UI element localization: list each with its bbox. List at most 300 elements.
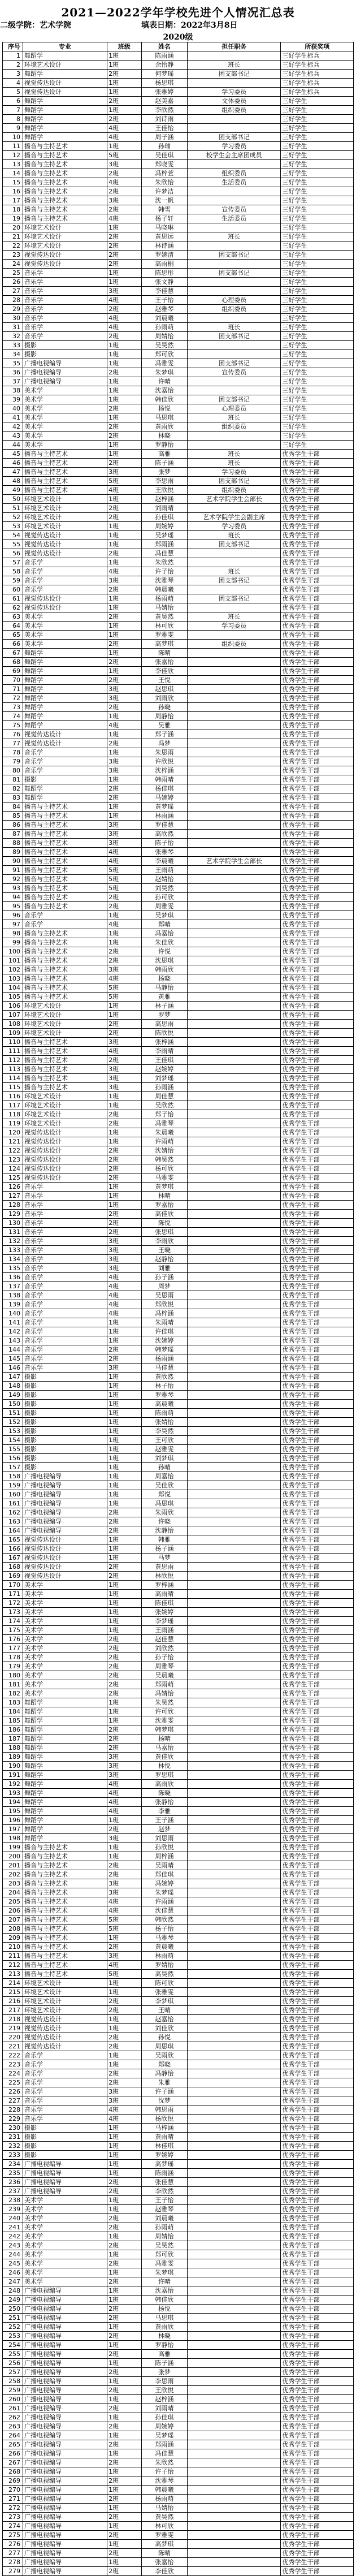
cell-major: 视觉传达设计 (23, 79, 107, 88)
table-row (3, 1526, 354, 1535)
cell-index: 101 (3, 956, 23, 965)
cell-index: 126 (3, 1183, 23, 1192)
table-row (3, 676, 354, 685)
cell-index: 47 (3, 468, 23, 477)
cell-name: 黄雨欣 (141, 422, 187, 432)
cell-class: 2班 (107, 784, 142, 793)
cell-major: 音乐学 (23, 2105, 107, 2115)
table-row (3, 468, 354, 477)
cell-class: 1班 (107, 2142, 142, 2151)
table-row (3, 1382, 354, 1391)
cell-class: 1班 (107, 1391, 142, 1400)
cell-award: 优秀学生干部 (281, 1572, 354, 1581)
cell-name: 孙雨涵 (141, 1083, 187, 1092)
cell-index: 187 (3, 1734, 23, 1744)
cell-post: 学习委员 (187, 622, 281, 631)
cell-post: 组织委员 (187, 305, 281, 314)
cell-post (187, 830, 281, 839)
cell-major: 广播电视编导 (23, 2486, 107, 2495)
cell-name: 周雅雯 (141, 902, 187, 911)
cell-index: 93 (3, 884, 23, 893)
cell-major: 音乐学 (23, 323, 107, 332)
cell-index: 193 (3, 1789, 23, 1798)
cell-award: 优秀学生干部 (281, 929, 354, 938)
cell-post (187, 1436, 281, 1445)
cell-class: 4班 (107, 1291, 142, 1300)
cell-name: 冯梓涵 (141, 1309, 187, 1318)
cell-name: 张梦 (141, 468, 187, 477)
cell-award: 优秀学生干部 (281, 1391, 354, 1400)
table-row (3, 1725, 354, 1734)
cell-index: 159 (3, 1481, 23, 1490)
cell-name: 林佳琪 (141, 2142, 187, 2151)
cell-name: 何梦瑶 (141, 70, 187, 79)
cell-major: 舞蹈学 (23, 124, 107, 133)
cell-post (187, 2133, 281, 2142)
cell-award: 优秀学生干部 (281, 1318, 354, 1327)
cell-post: 心理委员 (187, 404, 281, 413)
cell-award: 优秀学生干部 (281, 1047, 354, 1056)
cell-name: 冯静怡 (141, 2069, 187, 2078)
cell-class: 1班 (107, 1445, 142, 1454)
cell-post (187, 1499, 281, 1508)
cell-index: 243 (3, 2241, 23, 2250)
cell-post (187, 775, 281, 784)
cell-index: 35 (3, 359, 23, 368)
cell-award: 优秀学生干部 (281, 2286, 354, 2295)
table-row (3, 1698, 354, 1707)
cell-major: 环境艺术设计 (23, 1011, 107, 1020)
cell-index: 198 (3, 1834, 23, 1843)
cell-index: 216 (3, 1997, 23, 2006)
cell-award: 优秀学生干部 (281, 1427, 354, 1436)
cell-post (187, 784, 281, 793)
cell-index: 208 (3, 1925, 23, 1934)
cell-name: 孙佳琪 (141, 513, 187, 522)
table-row (3, 1155, 354, 1164)
table-row (3, 1264, 354, 1273)
cell-major: 音乐学 (23, 2069, 107, 2078)
cell-index: 270 (3, 2486, 23, 2495)
cell-award: 三好学生 (281, 205, 354, 214)
cell-major: 环境艺术设计 (23, 1020, 107, 1029)
cell-name: 韩梦琪 (141, 1725, 187, 1734)
table-row (3, 1644, 354, 1653)
table-row (3, 2413, 354, 2422)
table-row (3, 2540, 354, 2549)
cell-index: 112 (3, 1056, 23, 1065)
cell-class: 2班 (107, 2078, 142, 2087)
cell-post (187, 1753, 281, 1762)
table-row (3, 459, 354, 468)
cell-index: 73 (3, 703, 23, 712)
table-row (3, 793, 354, 802)
cell-major: 美术学 (23, 2214, 107, 2223)
table-row (3, 1400, 354, 1409)
cell-award: 优秀学生干部 (281, 1472, 354, 1481)
cell-post (187, 1997, 281, 2006)
cell-name: 王欣悦 (141, 486, 187, 495)
cell-award: 优秀学生干部 (281, 1300, 354, 1309)
cell-index: 266 (3, 2449, 23, 2458)
cell-award: 优秀学生干部 (281, 2042, 354, 2051)
cell-class: 1班 (107, 1979, 142, 1988)
cell-class: 3班 (107, 1952, 142, 1961)
table-row (3, 1445, 354, 1454)
table-row (3, 1988, 354, 1997)
cell-name: 孙晴 (141, 1463, 187, 1472)
cell-name: 刘雅 (141, 1264, 187, 1273)
table-row (3, 875, 354, 884)
cell-post: 生活委员 (187, 214, 281, 223)
cell-award: 优秀学生干部 (281, 993, 354, 1002)
cell-class: 2班 (107, 332, 142, 341)
cell-name: 冯雅雯 (141, 359, 187, 368)
cell-award: 优秀学生干部 (281, 1753, 354, 1762)
cell-major: 视觉传达设计 (23, 730, 107, 739)
cell-major: 音乐学 (23, 1354, 107, 1363)
cell-class: 1班 (107, 1499, 142, 1508)
cell-class: 2班 (107, 2042, 142, 2051)
cell-index: 36 (3, 368, 23, 377)
cell-index: 77 (3, 739, 23, 748)
cell-index: 13 (3, 160, 23, 169)
cell-index: 276 (3, 2540, 23, 2549)
cell-major: 环境艺术设计 (23, 1997, 107, 2006)
cell-index: 251 (3, 2314, 23, 2323)
cell-major: 舞蹈学 (23, 1707, 107, 1716)
cell-name: 朱雨晴 (141, 1318, 187, 1327)
cell-post (187, 1210, 281, 1219)
cell-post (187, 1246, 281, 1255)
table-row (3, 1915, 354, 1925)
cell-post (187, 2395, 281, 2404)
cell-index: 25 (3, 269, 23, 278)
cell-name: 王子怡 (141, 2196, 187, 2205)
cell-award: 三好学生 (281, 278, 354, 287)
cell-post (187, 2214, 281, 2223)
cell-index: 46 (3, 459, 23, 468)
cell-award: 优秀学生干部 (281, 459, 354, 468)
cell-class: 3班 (107, 821, 142, 830)
cell-major: 播音与主持艺术 (23, 875, 107, 884)
cell-class: 1班 (107, 1472, 142, 1481)
cell-award: 优秀学生干部 (281, 902, 354, 911)
cell-post (187, 1020, 281, 1029)
cell-name: 杨欣悦 (141, 2115, 187, 2124)
cell-name: 吴昊然 (141, 2241, 187, 2250)
cell-major: 广播电视编导 (23, 2567, 107, 2576)
table-row (3, 196, 354, 205)
cell-award: 优秀学生干部 (281, 766, 354, 775)
cell-class: 2班 (107, 658, 142, 667)
table-row (3, 1662, 354, 1671)
cell-index: 11 (3, 142, 23, 151)
cell-award: 优秀学生干部 (281, 1436, 354, 1445)
table-row (3, 2467, 354, 2476)
cell-post: 学习委员 (187, 468, 281, 477)
cell-award: 优秀学生干部 (281, 1554, 354, 1563)
cell-name: 郑佳琪 (141, 1870, 187, 1879)
cell-major: 摄影 (23, 1409, 107, 1418)
cell-name: 张雅婷 (141, 88, 187, 97)
cell-major: 广播电视编导 (23, 1472, 107, 1481)
cell-class: 1班 (107, 522, 142, 531)
cell-major: 视觉传达设计 (23, 594, 107, 603)
cell-major: 广播电视编导 (23, 2540, 107, 2549)
cell-name: 王雨萌 (141, 866, 187, 875)
table-row (3, 1291, 354, 1300)
table-row (3, 2196, 354, 2205)
cell-post: 组织委员 (187, 486, 281, 495)
table-row (3, 350, 354, 359)
cell-name: 韩晨曦 (141, 2486, 187, 2495)
cell-major: 音乐学 (23, 1291, 107, 1300)
cell-award: 优秀学生干部 (281, 712, 354, 721)
cell-class: 1班 (107, 2540, 142, 2549)
cell-post (187, 2015, 281, 2024)
cell-name: 张梦 (141, 2368, 187, 2377)
cell-index: 150 (3, 1400, 23, 1409)
cell-award: 优秀学生干部 (281, 2476, 354, 2486)
table-row (3, 983, 354, 993)
cell-name: 朱梦琪 (141, 2268, 187, 2277)
cell-name: 陈雨涵 (141, 2169, 187, 2178)
cell-name: 张梓涵 (141, 1038, 187, 1047)
cell-class: 2班 (107, 1744, 142, 1753)
cell-award: 优秀学生干部 (281, 486, 354, 495)
cell-major: 广播电视编导 (23, 2476, 107, 2486)
cell-award: 优秀学生干部 (281, 1192, 354, 1201)
cell-major: 音乐学 (23, 911, 107, 920)
cell-class: 2班 (107, 1572, 142, 1581)
cell-post (187, 1273, 281, 1282)
table-row (3, 1707, 354, 1716)
cell-class: 1班 (107, 2486, 142, 2495)
cell-award: 优秀学生干部 (281, 1906, 354, 1915)
cell-index: 57 (3, 558, 23, 567)
cell-award: 优秀学生干部 (281, 1744, 354, 1753)
cell-class: 1班 (107, 51, 142, 61)
cell-post (187, 2042, 281, 2051)
cell-name: 高梦瑶 (141, 2160, 187, 2169)
cell-post: 班长 (187, 323, 281, 332)
cell-major: 美术学 (23, 2196, 107, 2205)
cell-index: 153 (3, 1427, 23, 1436)
cell-name: 刘思雨 (141, 1834, 187, 1843)
cell-class: 3班 (107, 757, 142, 766)
cell-award: 优秀学生干部 (281, 1988, 354, 1997)
cell-index: 155 (3, 1445, 23, 1454)
cell-index: 180 (3, 1671, 23, 1680)
cell-post: 班长 (187, 459, 281, 468)
cell-major: 舞蹈学 (23, 1807, 107, 1816)
cell-award: 优秀学生干部 (281, 1680, 354, 1689)
cell-major: 广播电视编导 (23, 2368, 107, 2377)
table-row (3, 1599, 354, 1608)
cell-class: 1班 (107, 1843, 142, 1852)
cell-post (187, 2277, 281, 2286)
cell-post (187, 1744, 281, 1753)
cell-major: 播音与主持艺术 (23, 1897, 107, 1906)
cell-award: 优秀学生干部 (281, 1255, 354, 1264)
cell-award: 优秀学生干部 (281, 2449, 354, 2458)
cell-major: 美术学 (23, 2259, 107, 2268)
cell-major: 广播电视编导 (23, 2522, 107, 2531)
cell-class: 1班 (107, 1626, 142, 1635)
cell-name: 林晓 (141, 432, 187, 441)
cell-post (187, 703, 281, 712)
fill-date-label: 填表日期：2022年3月8日 (141, 21, 238, 30)
cell-name: 王子涵 (141, 1816, 187, 1825)
cell-index: 98 (3, 929, 23, 938)
cell-major: 广播电视编导 (23, 359, 107, 368)
cell-name: 杨悦 (141, 404, 187, 413)
table-row (3, 1744, 354, 1753)
cell-award: 优秀学生干部 (281, 1563, 354, 1572)
table-row (3, 1345, 354, 1354)
cell-class: 1班 (107, 2015, 142, 2024)
cell-award: 优秀学生干部 (281, 1454, 354, 1463)
cell-class: 2班 (107, 2404, 142, 2413)
cell-name: 韩晨曦 (141, 585, 187, 594)
cell-major: 广播电视编导 (23, 2422, 107, 2431)
cell-name: 朱欣然 (141, 558, 187, 567)
cell-major: 播音与主持艺术 (23, 812, 107, 821)
table-row (3, 1934, 354, 1943)
cell-class: 1班 (107, 1327, 142, 1336)
cell-award: 三好学生标兵 (281, 70, 354, 79)
cell-index: 17 (3, 196, 23, 205)
cell-post (187, 1554, 281, 1563)
cell-major: 摄影 (23, 1391, 107, 1400)
cell-award: 优秀学生干部 (281, 1544, 354, 1554)
table-row (3, 821, 354, 830)
cell-award: 优秀学生干部 (281, 685, 354, 694)
cell-class: 4班 (107, 1961, 142, 1970)
cell-post (187, 260, 281, 269)
cell-award: 优秀学生干部 (281, 603, 354, 612)
cell-post (187, 1671, 281, 1680)
cell-post (187, 1490, 281, 1499)
cell-post (187, 938, 281, 947)
cell-post (187, 757, 281, 766)
cell-index: 70 (3, 676, 23, 685)
table-row (3, 2386, 354, 2395)
cell-class: 2班 (107, 459, 142, 468)
cell-post (187, 1192, 281, 1201)
table-row (3, 1363, 354, 1373)
cell-index: 179 (3, 1662, 23, 1671)
table-row (3, 160, 354, 169)
cell-major: 播音与主持艺术 (23, 142, 107, 151)
cell-major: 视觉传达设计 (23, 739, 107, 748)
cell-award: 优秀学生干部 (281, 1970, 354, 1979)
cell-name: 沈婉婷 (141, 1336, 187, 1345)
cell-name: 张婉婷 (141, 1608, 187, 1617)
cell-index: 254 (3, 2341, 23, 2350)
cell-award: 三好学生 (281, 305, 354, 314)
cell-index: 256 (3, 2359, 23, 2368)
cell-award: 优秀学生干部 (281, 1373, 354, 1382)
cell-award: 优秀学生干部 (281, 1309, 354, 1318)
cell-name: 孙雨萌 (141, 2223, 187, 2232)
cell-index: 273 (3, 2513, 23, 2522)
cell-name: 马梦 (141, 1554, 187, 1563)
cell-index: 78 (3, 748, 23, 757)
cell-class: 4班 (107, 1300, 142, 1309)
cell-major: 音乐学 (23, 1201, 107, 1210)
cell-post (187, 1002, 281, 1011)
cell-award: 优秀学生干部 (281, 2124, 354, 2133)
cell-major: 摄影 (23, 2124, 107, 2133)
cell-award: 三好学生 (281, 241, 354, 251)
cell-name: 朱晨曦 (141, 1128, 187, 1137)
cell-award: 优秀学生干部 (281, 649, 354, 658)
cell-class: 2班 (107, 1056, 142, 1065)
cell-major: 广播电视编导 (23, 2323, 107, 2332)
cell-index: 8 (3, 115, 23, 124)
cell-award: 优秀学生干部 (281, 1843, 354, 1852)
cell-award: 三好学生 (281, 214, 354, 223)
cell-name: 周子涵 (141, 133, 187, 142)
cell-class: 1班 (107, 413, 142, 422)
cell-major: 音乐学 (23, 287, 107, 296)
table-row (3, 748, 354, 757)
cell-index: 264 (3, 2431, 23, 2440)
cell-index: 40 (3, 404, 23, 413)
cell-award: 优秀学生干部 (281, 531, 354, 540)
cell-name: 马思琪 (141, 413, 187, 422)
cell-class: 1班 (107, 359, 142, 368)
cell-post (187, 2124, 281, 2133)
cell-index: 163 (3, 1517, 23, 1526)
cell-post (187, 739, 281, 748)
cell-major: 美术学 (23, 2268, 107, 2277)
cell-post (187, 2486, 281, 2495)
cell-award: 优秀学生干部 (281, 1526, 354, 1535)
cell-post (187, 1961, 281, 1970)
table-row (3, 993, 354, 1002)
cell-class: 2班 (107, 2178, 142, 2187)
cell-class: 2班 (107, 432, 142, 441)
cell-major: 摄影 (23, 1418, 107, 1427)
cell-major: 舞蹈学 (23, 784, 107, 793)
cell-major: 环境艺术设计 (23, 513, 107, 522)
cell-class: 1班 (107, 938, 142, 947)
cell-post (187, 1915, 281, 1925)
cell-index: 53 (3, 522, 23, 531)
cell-index: 267 (3, 2458, 23, 2467)
cell-award: 三好学生 (281, 196, 354, 205)
cell-major: 舞蹈学 (23, 667, 107, 676)
cell-name: 张雅琴 (141, 848, 187, 857)
cell-class: 1班 (107, 1409, 142, 1418)
cell-index: 143 (3, 1336, 23, 1345)
cell-name: 许子涵 (141, 2087, 187, 2096)
cell-index: 148 (3, 1382, 23, 1391)
cell-name: 杨晓 (141, 974, 187, 983)
cell-post (187, 287, 281, 296)
cell-major: 音乐学 (23, 1192, 107, 1201)
cell-name: 罗婉婷 (141, 2151, 187, 2160)
cell-index: 167 (3, 1554, 23, 1563)
cell-award: 优秀学生干部 (281, 1825, 354, 1834)
cell-award: 优秀学生干部 (281, 2413, 354, 2422)
cell-index: 105 (3, 993, 23, 1002)
cell-major: 音乐学 (23, 1336, 107, 1345)
cell-major: 音乐学 (23, 2115, 107, 2124)
